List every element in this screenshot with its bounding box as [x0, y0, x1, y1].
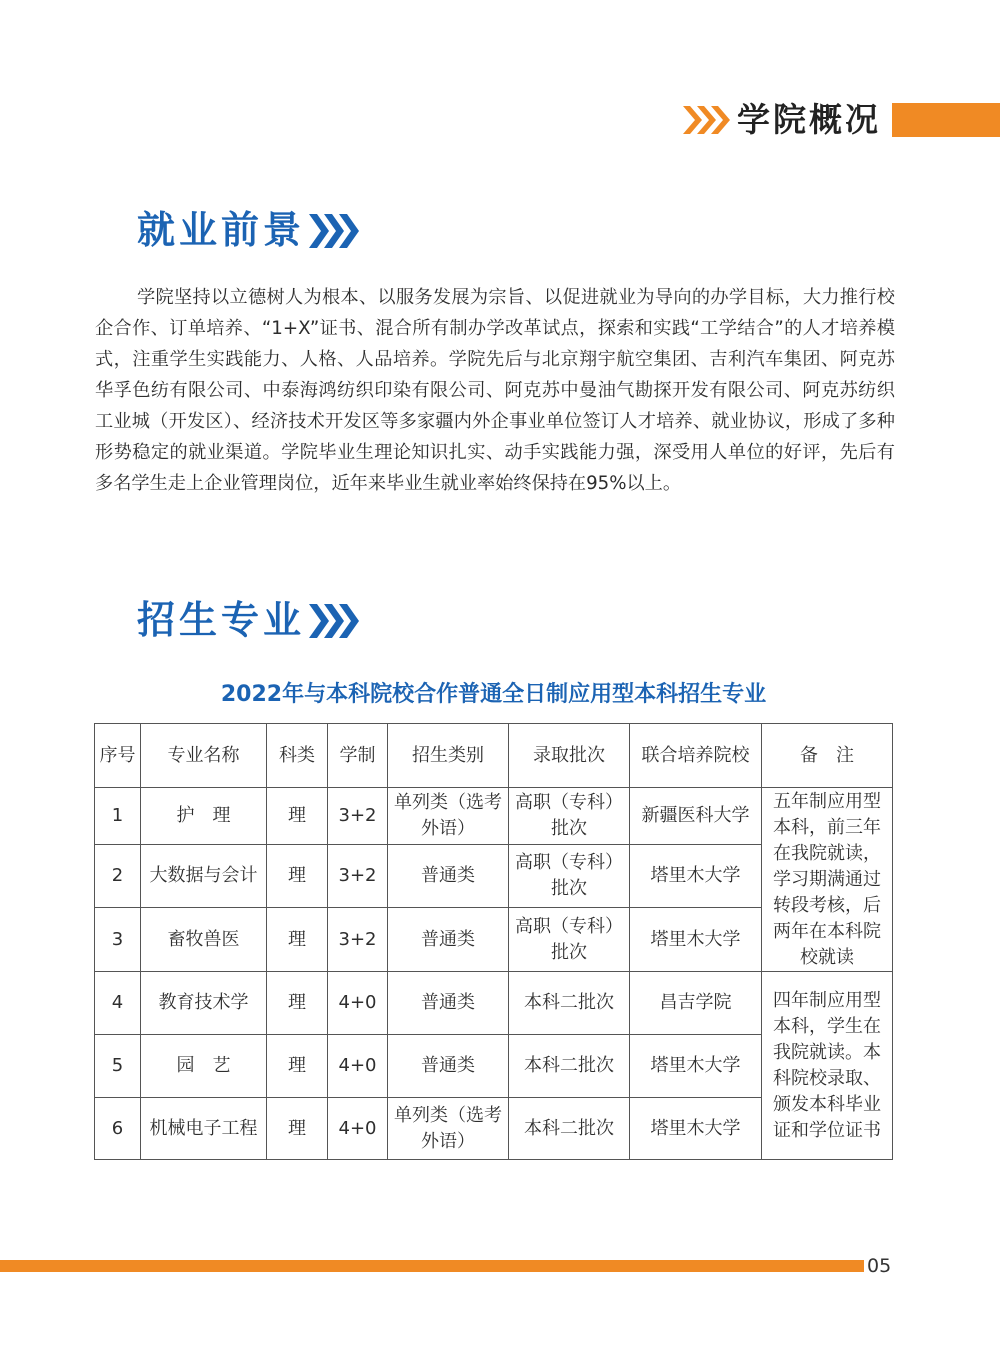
cell-batch: 高职（专科）批次: [509, 845, 630, 908]
cell-partner: 塔里木大学: [630, 1035, 762, 1098]
cell-partner: 塔里木大学: [630, 1098, 762, 1160]
cell-type: 普通类: [388, 908, 509, 972]
cell-batch: 本科二批次: [509, 972, 630, 1035]
cell-index: 5: [95, 1035, 141, 1098]
col-header-batch: 录取批次: [509, 724, 630, 788]
header-accent-bar: [892, 103, 1000, 137]
cell-note-3plus2: 五年制应用型本科，前三年在我院就读，学习期满通过转段考核，后两年在本科院校就读: [762, 788, 893, 972]
table-caption: 2022年与本科院校合作普通全日制应用型本科招生专业: [220, 682, 767, 707]
cell-index: 4: [95, 972, 141, 1035]
col-header-index: 序号: [95, 724, 141, 788]
cell-duration: 4+0: [328, 1035, 388, 1098]
cell-major: 畜牧兽医: [141, 908, 267, 972]
cell-major: 园 艺: [141, 1035, 267, 1098]
page-number: 05: [867, 1255, 892, 1277]
cell-category: 理: [267, 788, 328, 845]
col-header-note: 备 注: [762, 724, 893, 788]
cell-type: 普通类: [388, 972, 509, 1035]
col-header-major: 专业名称: [141, 724, 267, 788]
cell-major: 教育技术学: [141, 972, 267, 1035]
col-header-type: 招生类别: [388, 724, 509, 788]
chevrons-icon: [309, 211, 359, 251]
employment-title: 就业前景: [137, 208, 306, 252]
footer-accent-bar: [0, 1260, 864, 1272]
cell-index: 1: [95, 788, 141, 845]
cell-duration: 3+2: [328, 845, 388, 908]
cell-batch: 本科二批次: [509, 1035, 630, 1098]
cell-index: 6: [95, 1098, 141, 1160]
cell-type: 普通类: [388, 1035, 509, 1098]
chevrons-icon: [309, 601, 359, 641]
table-row: [95, 972, 893, 1035]
cell-index: 2: [95, 845, 141, 908]
cell-major: 机械电子工程: [141, 1098, 267, 1160]
employment-paragraph: 学院坚持以立德树人为根本、以服务发展为宗旨、以促进就业为导向的办学目标，大力推行校企合作、订单培养、“1+X”证书、混合所有制办学改革试点，探索和实践“工学结合”的人才培养模式，注重学生实践能力、人格、人品培养。学院先后与北京翔宇航空集团、吉利汽车集团、阿克苏华孚色纺有限公司、中泰海鸿纺织印染有限公司、阿克苏中曼油气勘探开发有限公司、阿克苏纺织工业城（开发区）、经济技术开发区等多家疆内外企事业单位签订人才培养、就业协议，形成了多种形势稳定的就业渠道。学院毕业生理论知识扎实、动手实践能力强，深受用人单位的好评，先后有多名学生走上企业管理岗位，近年来毕业生就业率始终保持在95%以上。: [95, 287, 895, 494]
col-header-category: 科类: [267, 724, 328, 788]
cell-partner: 塔里木大学: [630, 908, 762, 972]
cell-duration: 4+0: [328, 1098, 388, 1160]
cell-major: 护 理: [141, 788, 267, 845]
table-header-row: [95, 724, 893, 788]
cell-category: 理: [267, 845, 328, 908]
cell-major: 大数据与会计: [141, 845, 267, 908]
cell-type: 普通类: [388, 845, 509, 908]
cell-category: 理: [267, 972, 328, 1035]
cell-note-4plus0: 四年制应用型本科，学生在我院就读。本科院校录取、颁发本科毕业证和学位证书: [762, 972, 893, 1160]
cell-duration: 3+2: [328, 908, 388, 972]
cell-type: 单列类（选考外语）: [388, 788, 509, 845]
cell-partner: 新疆医科大学: [630, 788, 762, 845]
col-header-duration: 学制: [328, 724, 388, 788]
header-title: 学院概况: [737, 100, 881, 139]
col-header-partner: 联合培养院校: [630, 724, 762, 788]
cell-type: 单列类（选考外语）: [388, 1098, 509, 1160]
cell-batch: 本科二批次: [509, 1098, 630, 1160]
cell-partner: 塔里木大学: [630, 845, 762, 908]
cell-duration: 3+2: [328, 788, 388, 845]
cell-batch: 高职（专科）批次: [509, 788, 630, 845]
admissions-title: 招生专业: [137, 598, 306, 642]
cell-partner: 昌吉学院: [630, 972, 762, 1035]
table-row: [95, 788, 893, 845]
admissions-table: [94, 723, 893, 1160]
cell-duration: 4+0: [328, 972, 388, 1035]
cell-index: 3: [95, 908, 141, 972]
cell-batch: 高职（专科）批次: [509, 908, 630, 972]
cell-category: 理: [267, 1098, 328, 1160]
cell-category: 理: [267, 1035, 328, 1098]
chevrons-icon: [683, 104, 731, 136]
cell-category: 理: [267, 908, 328, 972]
